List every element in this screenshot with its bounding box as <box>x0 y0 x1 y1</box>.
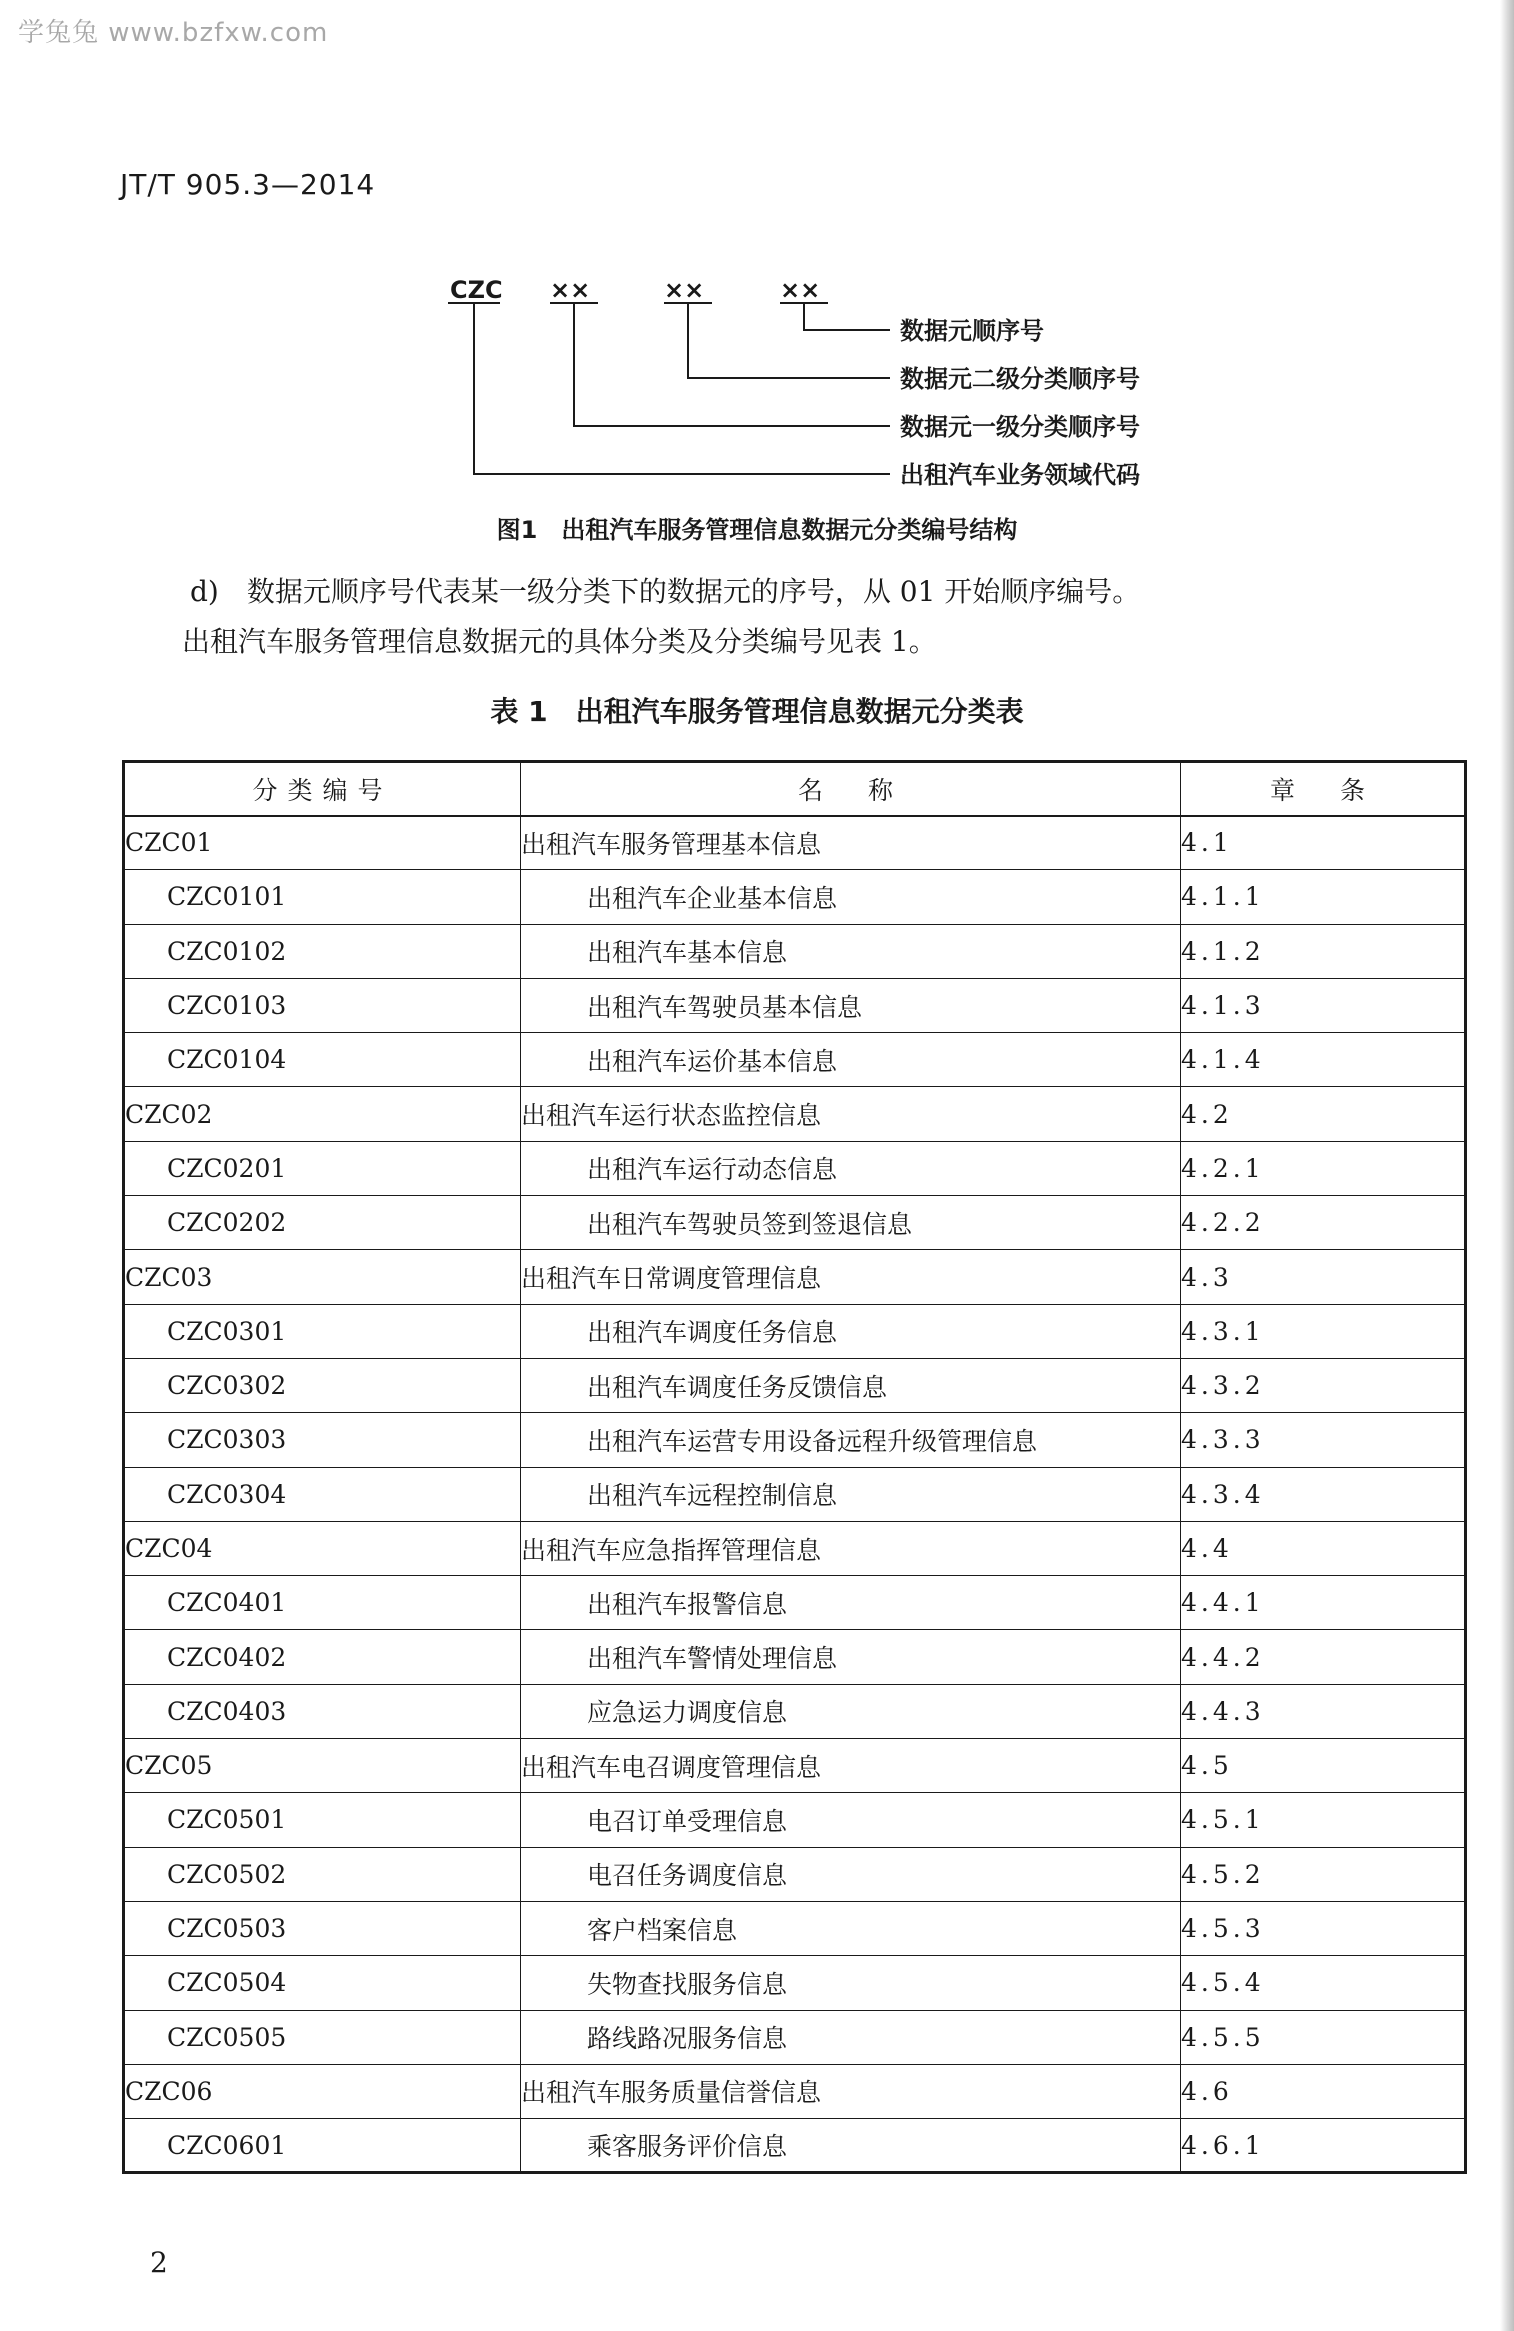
name-cell: 出租汽车报警信息 <box>521 1576 1181 1630</box>
name-cell: 出租汽车运营专用设备远程升级管理信息 <box>521 1413 1181 1467</box>
table-row <box>124 816 1466 870</box>
table-row <box>124 1576 1466 1630</box>
table-row <box>124 1901 1466 1955</box>
table-row <box>124 924 1466 978</box>
table-row <box>124 978 1466 1032</box>
code-cell: CZC0201 <box>124 1141 521 1195</box>
name-cell: 出租汽车日常调度管理信息 <box>521 1250 1181 1304</box>
label-level2: 数据元二级分类顺序号 <box>900 365 1140 393</box>
name-cell: 路线路况服务信息 <box>521 2010 1181 2064</box>
name-cell: 出租汽车应急指挥管理信息 <box>521 1521 1181 1575</box>
name-cell: 电召订单受理信息 <box>521 1793 1181 1847</box>
code-cell: CZC0103 <box>124 978 521 1032</box>
table-row <box>124 870 1466 924</box>
placeholder-level1: ×× <box>550 276 591 304</box>
chapter-cell: 4.3 <box>1181 1250 1466 1304</box>
table-row <box>124 1521 1466 1575</box>
table-row <box>124 1358 1466 1412</box>
code-cell: CZC0503 <box>124 1901 521 1955</box>
chapter-cell: 4.1.2 <box>1181 924 1466 978</box>
figure-caption: 图1 出租汽车服务管理信息数据元分类编号结构 <box>496 516 1018 544</box>
code-cell: CZC0505 <box>124 2010 521 2064</box>
name-cell: 出租汽车服务管理基本信息 <box>521 816 1181 870</box>
table-row <box>124 1739 1466 1793</box>
table-row <box>124 2064 1466 2118</box>
chapter-cell: 4.1 <box>1181 816 1466 870</box>
chapter-cell: 4.4.2 <box>1181 1630 1466 1684</box>
name-cell: 出租汽车驾驶员签到签退信息 <box>521 1196 1181 1250</box>
chapter-cell: 4.6.1 <box>1181 2119 1466 2173</box>
table-row <box>124 1141 1466 1195</box>
chapter-cell: 4.5.3 <box>1181 1901 1466 1955</box>
connector-root <box>474 303 890 474</box>
table-row <box>124 1684 1466 1738</box>
paragraph-table-intro: 出租汽车服务管理信息数据元的具体分类及分类编号见表 1。 <box>182 625 937 658</box>
table-row <box>124 1196 1466 1250</box>
connector-level2 <box>688 303 890 378</box>
label-domain-code: 出租汽车业务领域代码 <box>900 461 1140 489</box>
watermark: 学兔兔 www.bzfxw.com <box>18 18 329 48</box>
name-cell: 出租汽车企业基本信息 <box>521 870 1181 924</box>
root-code-label: CZC <box>450 276 503 304</box>
code-cell: CZC0302 <box>124 1358 521 1412</box>
chapter-cell: 4.3.1 <box>1181 1304 1466 1358</box>
coding-structure-diagram <box>0 0 1514 500</box>
code-cell: CZC0102 <box>124 924 521 978</box>
code-cell: CZC0403 <box>124 1684 521 1738</box>
chapter-cell: 4.2 <box>1181 1087 1466 1141</box>
table-row <box>124 1630 1466 1684</box>
chapter-cell: 4.6 <box>1181 2064 1466 2118</box>
chapter-cell: 4.5.1 <box>1181 1793 1466 1847</box>
placeholder-sequence: ×× <box>780 276 821 304</box>
table-row <box>124 1033 1466 1087</box>
name-cell: 出租汽车警情处理信息 <box>521 1630 1181 1684</box>
chapter-cell: 4.5.2 <box>1181 1847 1466 1901</box>
code-cell: CZC0304 <box>124 1467 521 1521</box>
code-cell: CZC01 <box>124 816 521 870</box>
code-cell: CZC02 <box>124 1087 521 1141</box>
chapter-cell: 4.1.1 <box>1181 870 1466 924</box>
table-row <box>124 1413 1466 1467</box>
chapter-cell: 4.5.5 <box>1181 2010 1466 2064</box>
chapter-cell: 4.3.3 <box>1181 1413 1466 1467</box>
connector-level1 <box>574 303 890 426</box>
chapter-cell: 4.3.4 <box>1181 1467 1466 1521</box>
code-cell: CZC0502 <box>124 1847 521 1901</box>
classification-table <box>122 760 1467 2174</box>
code-cell: CZC0301 <box>124 1304 521 1358</box>
page-number: 2 <box>150 2246 168 2279</box>
table-row <box>124 1956 1466 2010</box>
paragraph-item-d: d) 数据元顺序号代表某一级分类下的数据元的序号，从 01 开始顺序编号。 <box>190 575 1141 608</box>
name-cell: 出租汽车调度任务信息 <box>521 1304 1181 1358</box>
code-cell: CZC03 <box>124 1250 521 1304</box>
name-cell: 客户档案信息 <box>521 1901 1181 1955</box>
name-cell: 电召任务调度信息 <box>521 1847 1181 1901</box>
code-cell: CZC06 <box>124 2064 521 2118</box>
table-body <box>124 816 1466 2173</box>
name-cell: 出租汽车运行动态信息 <box>521 1141 1181 1195</box>
chapter-cell: 4.4 <box>1181 1521 1466 1575</box>
name-cell: 应急运力调度信息 <box>521 1684 1181 1738</box>
code-cell: CZC0104 <box>124 1033 521 1087</box>
code-cell: CZC04 <box>124 1521 521 1575</box>
table-row <box>124 1467 1466 1521</box>
table-row <box>124 2119 1466 2173</box>
name-cell: 出租汽车运行状态监控信息 <box>521 1087 1181 1141</box>
name-cell: 出租汽车基本信息 <box>521 924 1181 978</box>
code-cell: CZC0303 <box>124 1413 521 1467</box>
name-cell: 乘客服务评价信息 <box>521 2119 1181 2173</box>
standard-code: JT/T 905.3—2014 <box>120 168 376 201</box>
chapter-cell: 4.5 <box>1181 1739 1466 1793</box>
code-cell: CZC05 <box>124 1739 521 1793</box>
name-cell: 出租汽车运价基本信息 <box>521 1033 1181 1087</box>
table-header-row <box>124 762 1466 816</box>
chapter-cell: 4.5.4 <box>1181 1956 1466 2010</box>
name-cell: 出租汽车驾驶员基本信息 <box>521 978 1181 1032</box>
name-cell: 出租汽车调度任务反馈信息 <box>521 1358 1181 1412</box>
table-row <box>124 1793 1466 1847</box>
chapter-cell: 4.2.1 <box>1181 1141 1466 1195</box>
code-cell: CZC0202 <box>124 1196 521 1250</box>
name-cell: 出租汽车服务质量信誉信息 <box>521 2064 1181 2118</box>
code-cell: CZC0501 <box>124 1793 521 1847</box>
table-row <box>124 1304 1466 1358</box>
name-cell: 出租汽车远程控制信息 <box>521 1467 1181 1521</box>
chapter-cell: 4.2.2 <box>1181 1196 1466 1250</box>
chapter-cell: 4.3.2 <box>1181 1358 1466 1412</box>
code-cell: CZC0601 <box>124 2119 521 2173</box>
name-cell: 失物查找服务信息 <box>521 1956 1181 2010</box>
name-cell: 出租汽车电召调度管理信息 <box>521 1739 1181 1793</box>
chapter-cell: 4.4.3 <box>1181 1684 1466 1738</box>
table-row <box>124 1250 1466 1304</box>
header-code: 分类编号 <box>124 762 521 816</box>
chapter-cell: 4.4.1 <box>1181 1576 1466 1630</box>
connector-sequence <box>804 303 890 330</box>
code-cell: CZC0402 <box>124 1630 521 1684</box>
code-cell: CZC0401 <box>124 1576 521 1630</box>
placeholder-level2: ×× <box>664 276 705 304</box>
table-row <box>124 2010 1466 2064</box>
chapter-cell: 4.1.3 <box>1181 978 1466 1032</box>
table-row <box>124 1847 1466 1901</box>
label-sequence: 数据元顺序号 <box>900 317 1044 345</box>
chapter-cell: 4.1.4 <box>1181 1033 1466 1087</box>
header-name: 名 称 <box>521 762 1181 816</box>
code-cell: CZC0504 <box>124 1956 521 2010</box>
label-level1: 数据元一级分类顺序号 <box>900 413 1140 441</box>
table-title: 表 1 出租汽车服务管理信息数据元分类表 <box>490 695 1024 728</box>
code-cell: CZC0101 <box>124 870 521 924</box>
table-row <box>124 1087 1466 1141</box>
header-chapter: 章 条 <box>1181 762 1466 816</box>
